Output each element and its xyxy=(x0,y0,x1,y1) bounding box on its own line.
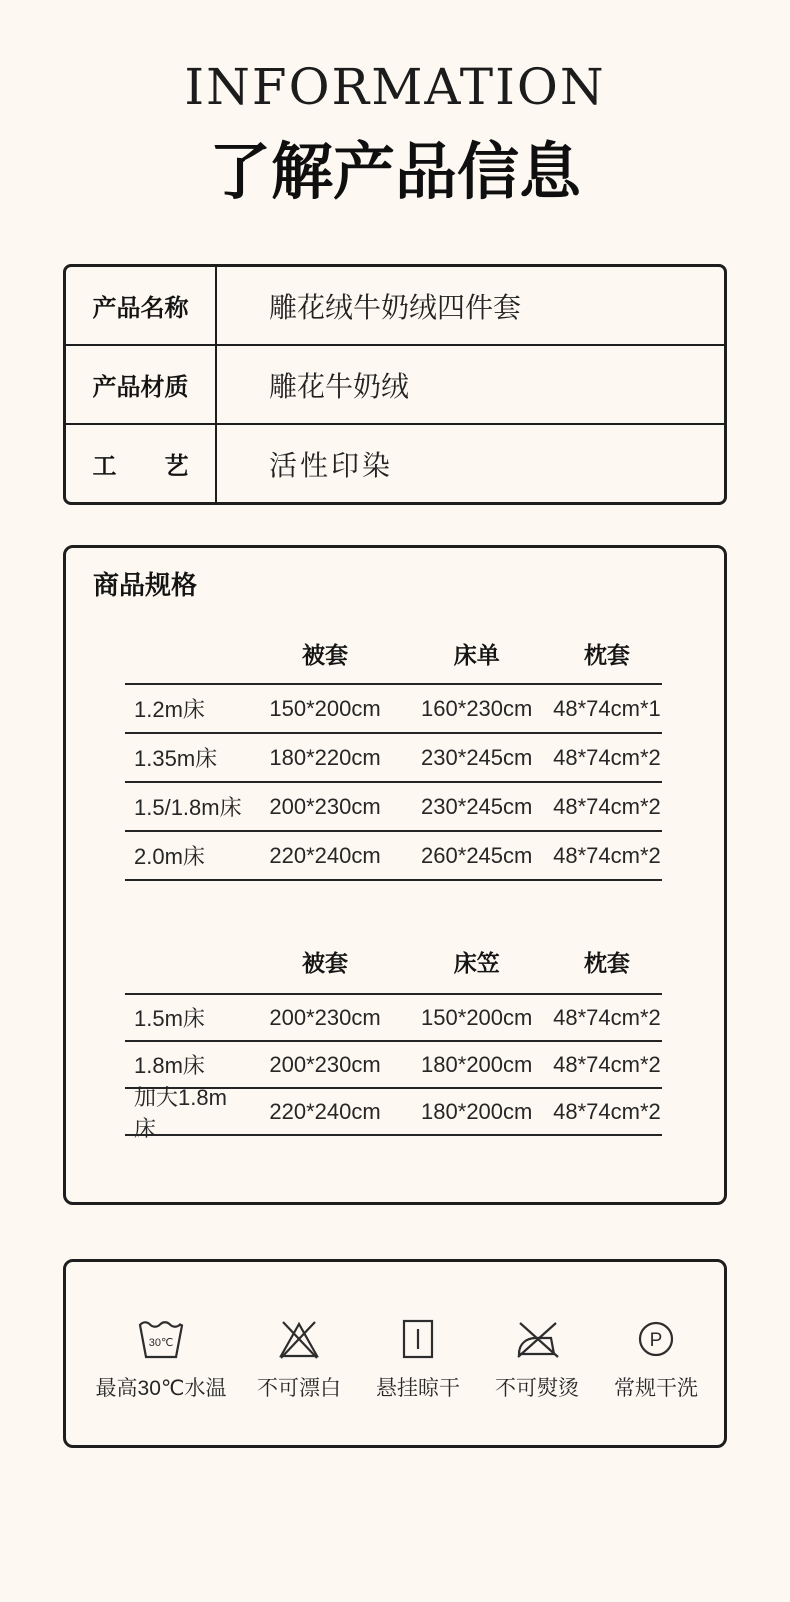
care-label: 不可漂白 xyxy=(257,1377,341,1400)
pillow-size-cell: 48*74cm*1 xyxy=(553,695,661,721)
pillow-size-cell: 48*74cm*2 xyxy=(553,744,661,770)
pillow-size-cell: 48*74cm*2 xyxy=(553,793,661,819)
attribute-label: 工 艺 xyxy=(66,425,217,502)
specs-table-header xyxy=(125,929,662,993)
duvet-size-cell: 220*240cm xyxy=(269,842,381,868)
care-item-hang-dry xyxy=(372,1318,464,1445)
specs-box xyxy=(63,545,727,1205)
specs-table-fitted-set xyxy=(125,929,662,1141)
duvet-size-cell: 220*240cm xyxy=(269,1098,381,1124)
duvet-size-cell: 200*230cm xyxy=(269,1004,381,1030)
care-label: 最高30℃水温 xyxy=(95,1377,227,1400)
sheet-size-cell: 230*245cm xyxy=(421,744,533,770)
bed-size-cell: 1.35m床 xyxy=(134,746,218,771)
bed-size-cell: 1.8m床 xyxy=(134,1053,205,1078)
column-header-duvet: 被套 xyxy=(302,641,349,668)
attribute-value: 雕花牛奶绒 xyxy=(269,370,410,402)
specs-title: 商品规格 xyxy=(93,570,198,600)
fitted-sheet-size-cell: 180*200cm xyxy=(421,1098,533,1124)
table-row xyxy=(125,732,662,781)
column-header-fitted-sheet: 床笠 xyxy=(453,949,500,976)
table-row xyxy=(125,1084,662,1141)
no-bleach-icon xyxy=(276,1318,322,1360)
column-header-pillow: 枕套 xyxy=(583,641,630,668)
sheet-size-cell: 230*245cm xyxy=(421,793,533,819)
pillow-size-cell: 48*74cm*2 xyxy=(553,1004,661,1030)
bed-size-cell: 1.5m床 xyxy=(134,1006,205,1031)
pillow-size-cell: 48*74cm*2 xyxy=(553,1051,661,1077)
page-title-zh: 了解产品信息 xyxy=(208,138,581,207)
column-header-duvet: 被套 xyxy=(302,949,349,976)
duvet-size-cell: 200*230cm xyxy=(269,1051,381,1077)
no-iron-icon xyxy=(513,1318,561,1360)
care-item-wash xyxy=(96,1318,226,1445)
bed-size-cell: 1.5/1.8m床 xyxy=(134,795,242,820)
care-item-no-bleach xyxy=(253,1318,345,1445)
product-material-row xyxy=(66,344,724,423)
care-item-no-iron xyxy=(491,1318,583,1445)
table-row xyxy=(125,781,662,830)
attribute-label: 产品名称 xyxy=(66,267,217,344)
wash-temp-badge: 30℃ xyxy=(148,1337,174,1349)
sheet-size-cell: 160*230cm xyxy=(421,695,533,721)
hang-dry-icon xyxy=(400,1318,436,1360)
fitted-sheet-size-cell: 150*200cm xyxy=(421,1004,533,1030)
table-row xyxy=(125,993,662,1040)
bed-size-cell: 1.2m床 xyxy=(134,697,205,722)
pillow-size-cell: 48*74cm*2 xyxy=(553,1098,661,1124)
dry-clean-letter: P xyxy=(649,1330,663,1351)
wash-max-30-icon xyxy=(136,1318,186,1360)
column-header-pillow: 枕套 xyxy=(583,949,630,976)
care-item-dry-clean xyxy=(610,1318,702,1445)
duvet-size-cell: 150*200cm xyxy=(269,695,381,721)
pillow-size-cell: 48*74cm*2 xyxy=(553,842,661,868)
bed-size-cell: 加大1.8m床 xyxy=(134,1084,227,1141)
fitted-sheet-size-cell: 180*200cm xyxy=(421,1051,533,1077)
specs-table-sheet-set xyxy=(125,623,662,881)
column-header-sheet: 床单 xyxy=(453,641,500,668)
care-label: 悬挂晾干 xyxy=(376,1377,460,1400)
specs-table-header xyxy=(125,623,662,683)
duvet-size-cell: 200*230cm xyxy=(269,793,381,819)
product-name-row xyxy=(66,267,724,344)
attribute-value: 雕花绒牛奶绒四件套 xyxy=(269,291,522,323)
sheet-size-cell: 260*245cm xyxy=(421,842,533,868)
product-attributes-table xyxy=(63,264,727,505)
table-row xyxy=(125,830,662,879)
attribute-label: 产品材质 xyxy=(66,346,217,423)
care-label: 不可熨烫 xyxy=(495,1377,579,1400)
page-title-en: INFORMATION xyxy=(184,58,606,116)
table-row xyxy=(125,683,662,732)
dry-clean-icon xyxy=(636,1318,676,1360)
care-label: 常规干洗 xyxy=(614,1377,698,1400)
care-instructions-box xyxy=(63,1259,727,1448)
attribute-value: 活性印染 xyxy=(269,449,394,481)
bed-size-cell: 2.0m床 xyxy=(134,844,205,869)
product-craft-row xyxy=(66,423,724,502)
duvet-size-cell: 180*220cm xyxy=(269,744,381,770)
